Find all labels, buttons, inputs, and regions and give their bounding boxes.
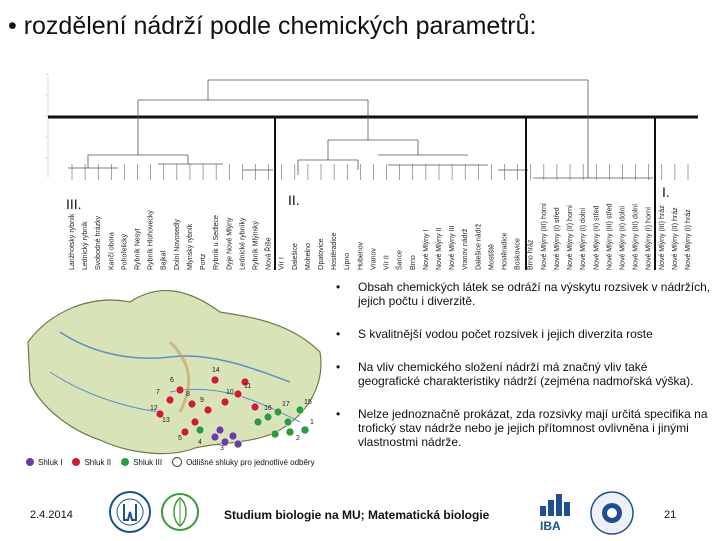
- leaf-label: Nové Mlýny (III) dolní: [632, 203, 640, 270]
- university-seal-icon: [108, 490, 152, 534]
- czech-map-svg: [20, 272, 332, 480]
- leaf-label: Rybník u Sedlece: [213, 215, 221, 270]
- leaf-label: Šance: [396, 250, 404, 270]
- leaf-label: Vranov nádrž: [462, 228, 470, 270]
- map-site-number: 7: [156, 389, 160, 396]
- leaf-label: Svobodné hrázky: [95, 215, 103, 270]
- leaf-label: Nové Mlýny (II) hráz: [671, 207, 679, 270]
- legend-dot: [72, 458, 80, 466]
- leaf-label: Vír II: [383, 255, 391, 270]
- legend-item: [26, 458, 62, 467]
- leaf-label: Pohořelický: [121, 233, 129, 270]
- leaf-label: Nová Říše: [265, 237, 273, 270]
- map-site-number: 2: [296, 435, 300, 442]
- map-site-number: 3: [220, 445, 224, 452]
- bullet-item: [336, 280, 712, 308]
- map-site-number: 17: [282, 401, 290, 408]
- map-site-point: [176, 386, 184, 394]
- leaf-label: Mlýnský rybník: [186, 223, 194, 270]
- faculty-leaf-icon: [160, 490, 200, 534]
- map-country-shape: [28, 291, 321, 454]
- leaf-label: Nové Mlýny (I) hráz: [685, 209, 692, 270]
- map-site-number: 4: [198, 439, 202, 446]
- leaf-label: Bajkal: [160, 250, 168, 270]
- bullet-text: S kvalitnější vodou počet rozsivek i jejich diverzita roste: [358, 327, 653, 341]
- cluster-label-iii: III.: [66, 196, 82, 212]
- iba-logo: [536, 492, 584, 537]
- map-site-number: 16: [264, 405, 272, 412]
- legend-dot: [121, 458, 129, 466]
- map-site-point: [211, 376, 219, 384]
- legend-item: [121, 458, 162, 467]
- map-site-point: [284, 418, 292, 426]
- bullet-text: Na vliv chemického složení nádrží má značný vliv také geografické charakteristiky nádrží (zejména nadmořská výška).: [358, 360, 694, 388]
- map-site-point: [254, 418, 262, 426]
- leaf-label: Opatovice: [318, 238, 326, 270]
- leaf-label: Nové Mlýny (III) střed: [606, 203, 614, 270]
- leaf-labels: [69, 164, 692, 270]
- leaf-label: Boskovice: [514, 238, 522, 270]
- leaf-label: Brno: [409, 255, 417, 270]
- leaf-label: Nové Mlýny (I) střed: [553, 207, 561, 270]
- leaf-label: Hostěradice: [501, 232, 509, 270]
- map-site-point: [204, 406, 212, 414]
- university-logo: [108, 490, 152, 539]
- map-site-point: [234, 440, 242, 448]
- map-site-point: [229, 432, 237, 440]
- map-site-point: [188, 400, 196, 408]
- leaf-label: Hubenov: [357, 241, 365, 270]
- leaf-label: Lanžhotský rybník: [69, 213, 76, 270]
- leaf-label: Lednické rybníky: [239, 217, 247, 270]
- project-badge-icon: [588, 490, 636, 536]
- dendrogram-branches: [68, 80, 653, 178]
- map-site-point: [196, 426, 204, 434]
- leaf-label: Nové Mlýny (I) horní: [645, 206, 653, 270]
- map-site-number: 5: [178, 435, 182, 442]
- leaf-label: Rybník Hlohovecký: [147, 210, 155, 270]
- leaf-label: Nové Mlýny II: [435, 227, 443, 270]
- map-site-point: [286, 428, 294, 436]
- leaf-label: Dyje Nové Mlýny: [226, 217, 234, 270]
- map-site-number: 8: [186, 391, 190, 398]
- bullet-dot: •: [336, 360, 341, 374]
- cluster-label-ii: II.: [288, 192, 300, 208]
- leaf-label: Nové Mlýny (III) hráz: [658, 205, 666, 270]
- map-site-point: [216, 426, 224, 434]
- footer-date: 2.4.2014: [30, 509, 73, 521]
- map-site-point: [251, 403, 259, 411]
- leaf-label: Dalešice: [291, 243, 299, 270]
- legend-dot: [172, 457, 182, 467]
- project-logo: [588, 490, 636, 541]
- map-site-number: 14: [212, 367, 220, 374]
- leaf-label: Nové Mlýny (II) horní: [567, 205, 575, 270]
- leaf-label: Nové Mlýny (II) střed: [593, 205, 601, 270]
- legend-label: Shluk II: [84, 457, 112, 467]
- leaf-label: Lednický rybník: [82, 221, 90, 270]
- leaf-label: Nové Mlýny (I) dolní: [580, 207, 588, 270]
- leaf-label: Rybník Nesyt: [134, 228, 142, 270]
- map-site-point: [296, 406, 304, 414]
- bullet-dot: •: [336, 280, 341, 294]
- bullet-dot: •: [336, 327, 341, 341]
- map-site-point: [221, 398, 229, 406]
- map-site-number: 9: [200, 397, 204, 404]
- bullet-dot: •: [336, 407, 341, 421]
- iba-logo-icon: [536, 492, 584, 532]
- faculty-logo: [160, 490, 200, 539]
- bullet-text: Obsah chemických látek se odráží na výskytu rozsivek v nádržích, jejich počtu i diverzitě.: [358, 280, 711, 308]
- legend-dot: [26, 458, 34, 466]
- map-site-number: 13: [162, 417, 170, 424]
- leaf-label: Mohelno: [304, 243, 312, 270]
- cluster-label-i: I.: [662, 184, 670, 200]
- map-legend: [26, 457, 315, 467]
- map-site-point: [234, 390, 242, 398]
- czech-map: [20, 272, 332, 480]
- map-site-number: 15: [304, 399, 312, 406]
- legend-label: Shluk III: [133, 457, 163, 467]
- leaf-label: Dolní Novosedly: [173, 219, 181, 270]
- map-site-point: [166, 396, 174, 404]
- bullet-text: Nelze jednoznačně prokázat, zda rozsivky mají určitá specifika na trofický stav nádrže nebo je jejich přítomnost ovlivněna i jinými vlastnostmi nádrže.: [358, 407, 708, 449]
- map-site-point: [264, 413, 272, 421]
- iba-text: IBA: [540, 519, 561, 532]
- map-site-number: 1: [310, 419, 314, 426]
- leaf-label: Nové Mlýny III: [449, 225, 457, 270]
- legend-label: Shluk I: [38, 457, 63, 467]
- map-site-point: [211, 433, 219, 441]
- legend-label: Odlišné shluky pro jednotlivé odběry: [186, 457, 315, 467]
- dendrogram-axis: [45, 74, 48, 178]
- bullet-list: [336, 280, 712, 468]
- footer-title: Studium biologie na MU; Matematická biologie: [224, 508, 490, 522]
- leaf-label: Nové Mlýny (III) horní: [540, 203, 548, 270]
- legend-item: [72, 458, 111, 467]
- leaf-label: Portz: [200, 253, 208, 270]
- dendrogram: [28, 60, 718, 275]
- bullet-item: [336, 360, 712, 388]
- map-site-number: 6: [170, 377, 174, 384]
- leaf-label: Mostiště: [488, 243, 496, 270]
- map-site-number: 12: [150, 405, 158, 412]
- map-site-point: [271, 430, 279, 438]
- leaf-label: Rybník Mlýnský: [252, 220, 260, 270]
- legend-item: [172, 457, 315, 467]
- leaf-label: Nové Mlýny (II) dolní: [619, 205, 627, 270]
- leaf-label: Kančí obora: [108, 232, 116, 270]
- leaf-label: Hostěradice: [331, 232, 339, 270]
- map-site-point: [274, 408, 282, 416]
- dendrogram-svg: [28, 60, 718, 275]
- leaf-label: Vír I: [278, 257, 286, 270]
- leaf-label: Nové Mlýny I: [422, 229, 430, 270]
- slide-title: • rozdělení nádrží podle chemických parametrů:: [8, 12, 537, 40]
- bullet-item: [336, 407, 712, 449]
- leaf-label: Brno hráz: [527, 239, 535, 270]
- map-site-point: [301, 426, 309, 434]
- leaf-label: Vranov: [370, 248, 378, 270]
- bullet-item: [336, 327, 712, 341]
- map-site-point: [191, 418, 199, 426]
- leaf-label: Lipno: [344, 252, 352, 270]
- map-site-number: 10: [226, 389, 234, 396]
- map-site-point: [181, 428, 189, 436]
- leaf-label: Dalešice nádrž: [475, 223, 483, 270]
- map-site-number: 11: [244, 383, 252, 390]
- page-number: 21: [664, 509, 677, 521]
